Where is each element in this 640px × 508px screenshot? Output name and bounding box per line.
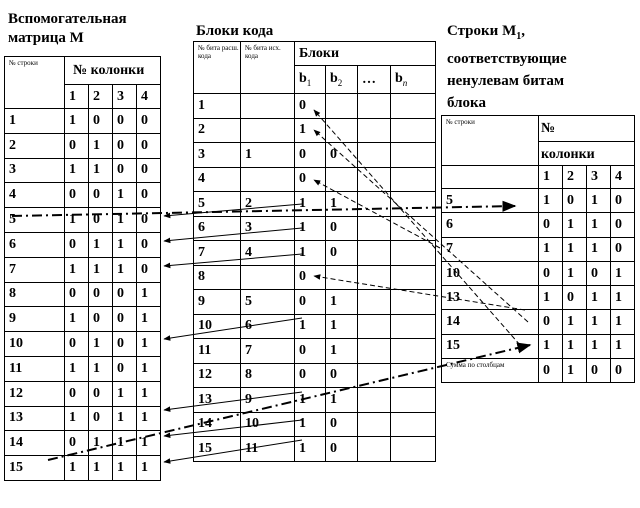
matrix-bit: 0 — [89, 109, 113, 134]
row-number: 15 — [442, 334, 539, 358]
block-b1-bit: 0 — [295, 143, 326, 168]
src-bit-number: 5 — [241, 290, 295, 315]
matrix-bit: 1 — [113, 456, 137, 481]
row-number: 9 — [5, 307, 65, 332]
code-blocks-title: Блоки кода — [196, 23, 274, 39]
matrix-bit: 1 — [539, 237, 563, 261]
ext-bit-number: 5 — [194, 192, 241, 217]
m1-row — [442, 189, 635, 213]
matrix-bit: 0 — [65, 133, 89, 158]
matrix-bit: 0 — [563, 189, 587, 213]
matrix-row — [5, 158, 161, 183]
matrix-bit: 0 — [563, 286, 587, 310]
matrix-bit: 1 — [587, 334, 611, 358]
block-b2-bit: 1 — [326, 314, 358, 339]
block-b1-bit: 1 — [295, 118, 326, 143]
matrix-bit: 0 — [65, 332, 89, 357]
column-number-header: № — [539, 116, 635, 142]
block-b1-bit: 1 — [295, 412, 326, 437]
matrix-bit: 0 — [65, 431, 89, 456]
row-number: 6 — [442, 213, 539, 237]
block-ellipsis-header: … — [358, 66, 391, 94]
matrix-bit: 1 — [587, 310, 611, 334]
block-bn-header: $b_n$ — [391, 66, 436, 94]
code-blocks-table — [193, 41, 436, 462]
block-b2-bit: 0 — [326, 412, 358, 437]
ext-bit-number: 10 — [194, 314, 241, 339]
aux-matrix-title-line1: Вспомогательная — [8, 11, 127, 27]
matrix-bit: 0 — [89, 183, 113, 208]
ext-bit-number: 1 — [194, 94, 241, 119]
matrix-bit: 1 — [611, 310, 635, 334]
blocks-header: Блоки — [295, 42, 436, 66]
m1-title-line3: ненулевам битам — [447, 73, 565, 89]
block-b2-bit — [326, 167, 358, 192]
matrix-bit: 0 — [113, 282, 137, 307]
block-b1-bit: 0 — [295, 363, 326, 388]
code-row — [194, 192, 436, 217]
code-row — [194, 388, 436, 413]
m1-title-line4: блока — [447, 95, 486, 111]
matrix-bit: 1 — [89, 257, 113, 282]
ext-bit-number: 7 — [194, 241, 241, 266]
m1-row — [442, 261, 635, 285]
matrix-bit: 0 — [137, 158, 161, 183]
matrix-bit: 1 — [65, 307, 89, 332]
row-number: 11 — [5, 356, 65, 381]
matrix-bit: 0 — [89, 307, 113, 332]
matrix-bit: 0 — [65, 232, 89, 257]
block-b1-header: $b_1$ — [295, 66, 326, 94]
m1-title-sub: 1 — [516, 31, 522, 42]
matrix-bit: 0 — [65, 282, 89, 307]
matrix-bit: 0 — [113, 133, 137, 158]
column-sum-label: Сумма по столбцам — [442, 359, 539, 383]
row-number: 6 — [5, 232, 65, 257]
src-bit-number — [241, 265, 295, 290]
row-number: 13 — [442, 286, 539, 310]
column-number: 2 — [89, 85, 113, 109]
matrix-row — [5, 406, 161, 431]
matrix-bit: 0 — [539, 310, 563, 334]
block-b1-bit: 1 — [295, 437, 326, 462]
matrix-bit: 0 — [611, 237, 635, 261]
src-bit-number — [241, 94, 295, 119]
column-sum-row — [442, 359, 635, 383]
row-number: 7 — [442, 237, 539, 261]
matrix-bit: 1 — [89, 232, 113, 257]
matrix-bit: 0 — [539, 261, 563, 285]
matrix-bit: 1 — [563, 261, 587, 285]
ext-bit-number: 8 — [194, 265, 241, 290]
m1-row — [442, 237, 635, 261]
matrix-bit: 1 — [563, 310, 587, 334]
m1-row — [442, 286, 635, 310]
code-row — [194, 265, 436, 290]
row-number: 10 — [5, 332, 65, 357]
matrix-bit: 1 — [113, 257, 137, 282]
matrix-bit: 1 — [137, 307, 161, 332]
matrix-bit: 1 — [137, 356, 161, 381]
src-bit-number: 11 — [241, 437, 295, 462]
matrix-bit: 1 — [563, 334, 587, 358]
matrix-bit: 1 — [539, 286, 563, 310]
matrix-bit: 1 — [89, 456, 113, 481]
matrix-bit: 1 — [113, 232, 137, 257]
m1-title-line2: соответствующие — [447, 51, 567, 67]
block-b1-bit: 1 — [295, 192, 326, 217]
code-row — [194, 94, 436, 119]
matrix-bit: 1 — [89, 431, 113, 456]
matrix-bit: 1 — [563, 213, 587, 237]
src-bit-number — [241, 118, 295, 143]
block-b2-bit: 1 — [326, 388, 358, 413]
row-number: 15 — [5, 456, 65, 481]
src-bit-number: 6 — [241, 314, 295, 339]
matrix-bit: 1 — [539, 189, 563, 213]
block-b2-bit — [326, 118, 358, 143]
src-bit-number: 2 — [241, 192, 295, 217]
src-bit-number: 10 — [241, 412, 295, 437]
matrix-bit: 0 — [113, 356, 137, 381]
matrix-bit: 0 — [89, 282, 113, 307]
matrix-bit: 1 — [65, 257, 89, 282]
matrix-bit: 1 — [611, 261, 635, 285]
matrix-bit: 0 — [137, 109, 161, 134]
matrix-row — [5, 282, 161, 307]
matrix-bit: 1 — [137, 406, 161, 431]
matrix-row — [5, 109, 161, 134]
row-number: 8 — [5, 282, 65, 307]
block-b1-bit: 1 — [295, 241, 326, 266]
block-b2-bit: 0 — [326, 363, 358, 388]
src-bit-number: 3 — [241, 216, 295, 241]
block-b2-bit — [326, 94, 358, 119]
block-b1-bit: 0 — [295, 339, 326, 364]
matrix-bit: 1 — [65, 406, 89, 431]
column-number: 3 — [113, 85, 137, 109]
matrix-bit: 1 — [65, 356, 89, 381]
column-number: 3 — [587, 166, 611, 189]
m1-title-line1: Строки М — [447, 23, 517, 39]
matrix-row — [5, 381, 161, 406]
code-row — [194, 314, 436, 339]
matrix-row — [5, 208, 161, 233]
matrix-row — [5, 183, 161, 208]
column-sum-value: 0 — [539, 359, 563, 383]
column-number-header: № колонки — [65, 57, 161, 85]
matrix-bit: 1 — [611, 334, 635, 358]
row-number: 14 — [5, 431, 65, 456]
block-b2-bit: 0 — [326, 143, 358, 168]
code-row — [194, 143, 436, 168]
matrix-bit: 1 — [539, 334, 563, 358]
aux-matrix-title-line2: матрица М — [8, 30, 84, 46]
column-sum-value: 0 — [611, 359, 635, 383]
code-row — [194, 167, 436, 192]
row-number: 7 — [5, 257, 65, 282]
matrix-bit: 1 — [137, 456, 161, 481]
code-row — [194, 437, 436, 462]
matrix-bit: 0 — [89, 208, 113, 233]
matrix-bit: 0 — [65, 381, 89, 406]
matrix-row — [5, 332, 161, 357]
matrix-bit: 1 — [113, 381, 137, 406]
ext-bit-number: 4 — [194, 167, 241, 192]
aux-matrix-table — [4, 56, 161, 481]
matrix-bit: 1 — [113, 208, 137, 233]
row-number: 12 — [5, 381, 65, 406]
matrix-bit: 0 — [137, 208, 161, 233]
block-b2-bit: 0 — [326, 216, 358, 241]
code-row — [194, 118, 436, 143]
matrix-bit: 0 — [137, 232, 161, 257]
code-row — [194, 241, 436, 266]
row-number: 10 — [442, 261, 539, 285]
column-number: 4 — [611, 166, 635, 189]
ext-bit-number: 11 — [194, 339, 241, 364]
code-row — [194, 412, 436, 437]
block-b2-bit: 1 — [326, 339, 358, 364]
matrix-bit: 1 — [137, 381, 161, 406]
row-number-header: № строки — [442, 116, 539, 166]
code-row — [194, 363, 436, 388]
code-row — [194, 290, 436, 315]
ext-bit-number: 12 — [194, 363, 241, 388]
matrix-bit: 0 — [137, 257, 161, 282]
block-b1-bit: 0 — [295, 167, 326, 192]
matrix-bit: 0 — [137, 183, 161, 208]
block-b1-bit: 1 — [295, 388, 326, 413]
block-b2-bit — [326, 265, 358, 290]
matrix-bit: 1 — [563, 237, 587, 261]
block-b1-bit: 0 — [295, 265, 326, 290]
ext-bit-number: 9 — [194, 290, 241, 315]
ext-bit-number: 13 — [194, 388, 241, 413]
matrix-row — [5, 431, 161, 456]
row-number: 1 — [5, 109, 65, 134]
column-number: 1 — [65, 85, 89, 109]
block-b2-header: $b_2$ — [326, 66, 358, 94]
matrix-bit: 1 — [587, 213, 611, 237]
block-b2-bit: 0 — [326, 241, 358, 266]
src-bit-number: 7 — [241, 339, 295, 364]
row-number: 5 — [442, 189, 539, 213]
matrix-bit: 1 — [611, 286, 635, 310]
row-number-header: № строки — [5, 57, 65, 109]
ext-bit-number: 15 — [194, 437, 241, 462]
matrix-row — [5, 307, 161, 332]
block-b2-bit: 1 — [326, 290, 358, 315]
row-number: 3 — [5, 158, 65, 183]
src-bit-number: 9 — [241, 388, 295, 413]
matrix-bit: 1 — [89, 356, 113, 381]
block-b2-bit: 0 — [326, 437, 358, 462]
matrix-bit: 1 — [65, 158, 89, 183]
block-b1-bit: 1 — [295, 216, 326, 241]
src-bit-number-header: № бита исх. кода — [241, 42, 295, 94]
matrix-bit: 1 — [587, 189, 611, 213]
matrix-bit: 0 — [113, 158, 137, 183]
column-sum-value: 0 — [587, 359, 611, 383]
m1-rows-table — [441, 115, 635, 383]
m1-row — [442, 310, 635, 334]
column-number-header-line2: колонки — [539, 142, 635, 166]
column-number: 1 — [539, 166, 563, 189]
matrix-bit: 1 — [65, 208, 89, 233]
column-sum-value: 1 — [563, 359, 587, 383]
code-row — [194, 339, 436, 364]
matrix-bit: 1 — [137, 332, 161, 357]
column-number: 2 — [563, 166, 587, 189]
row-number: 2 — [5, 133, 65, 158]
matrix-bit: 0 — [611, 213, 635, 237]
ext-bit-number: 2 — [194, 118, 241, 143]
matrix-bit: 0 — [539, 213, 563, 237]
matrix-bit: 1 — [113, 431, 137, 456]
m1-row — [442, 213, 635, 237]
matrix-row — [5, 456, 161, 481]
row-number: 4 — [5, 183, 65, 208]
block-b1-bit: 0 — [295, 94, 326, 119]
matrix-bit: 0 — [89, 406, 113, 431]
matrix-bit: 1 — [587, 286, 611, 310]
matrix-bit: 1 — [137, 431, 161, 456]
matrix-bit: 1 — [587, 237, 611, 261]
ext-bit-number: 6 — [194, 216, 241, 241]
matrix-row — [5, 356, 161, 381]
m1-rows-title: Строки $М_1$, соответствующие ненулевам битам блока — [447, 20, 567, 114]
matrix-bit: 1 — [89, 332, 113, 357]
row-number: 5 — [5, 208, 65, 233]
matrix-bit: 1 — [113, 406, 137, 431]
matrix-bit: 1 — [65, 456, 89, 481]
matrix-row — [5, 257, 161, 282]
column-number: 4 — [137, 85, 161, 109]
matrix-bit: 0 — [113, 307, 137, 332]
matrix-bit: 1 — [89, 133, 113, 158]
aux-matrix-title — [8, 10, 127, 48]
matrix-row — [5, 232, 161, 257]
matrix-bit: 0 — [137, 133, 161, 158]
matrix-bit: 1 — [113, 183, 137, 208]
src-bit-number — [241, 167, 295, 192]
matrix-bit: 0 — [113, 109, 137, 134]
ext-bit-number: 14 — [194, 412, 241, 437]
matrix-bit: 1 — [137, 282, 161, 307]
block-b1-bit: 1 — [295, 314, 326, 339]
src-bit-number: 4 — [241, 241, 295, 266]
matrix-bit: 0 — [587, 261, 611, 285]
src-bit-number: 8 — [241, 363, 295, 388]
matrix-bit: 0 — [113, 332, 137, 357]
ext-bit-number-header: № бита расш. кода — [194, 42, 241, 94]
matrix-bit: 1 — [65, 109, 89, 134]
row-number: 14 — [442, 310, 539, 334]
matrix-bit: 0 — [89, 381, 113, 406]
matrix-bit: 0 — [65, 183, 89, 208]
m1-row — [442, 334, 635, 358]
src-bit-number: 1 — [241, 143, 295, 168]
block-b2-bit: 1 — [326, 192, 358, 217]
row-number: 13 — [5, 406, 65, 431]
matrix-bit: 1 — [89, 158, 113, 183]
block-b1-bit: 0 — [295, 290, 326, 315]
matrix-row — [5, 133, 161, 158]
code-row — [194, 216, 436, 241]
matrix-bit: 0 — [611, 189, 635, 213]
ext-bit-number: 3 — [194, 143, 241, 168]
